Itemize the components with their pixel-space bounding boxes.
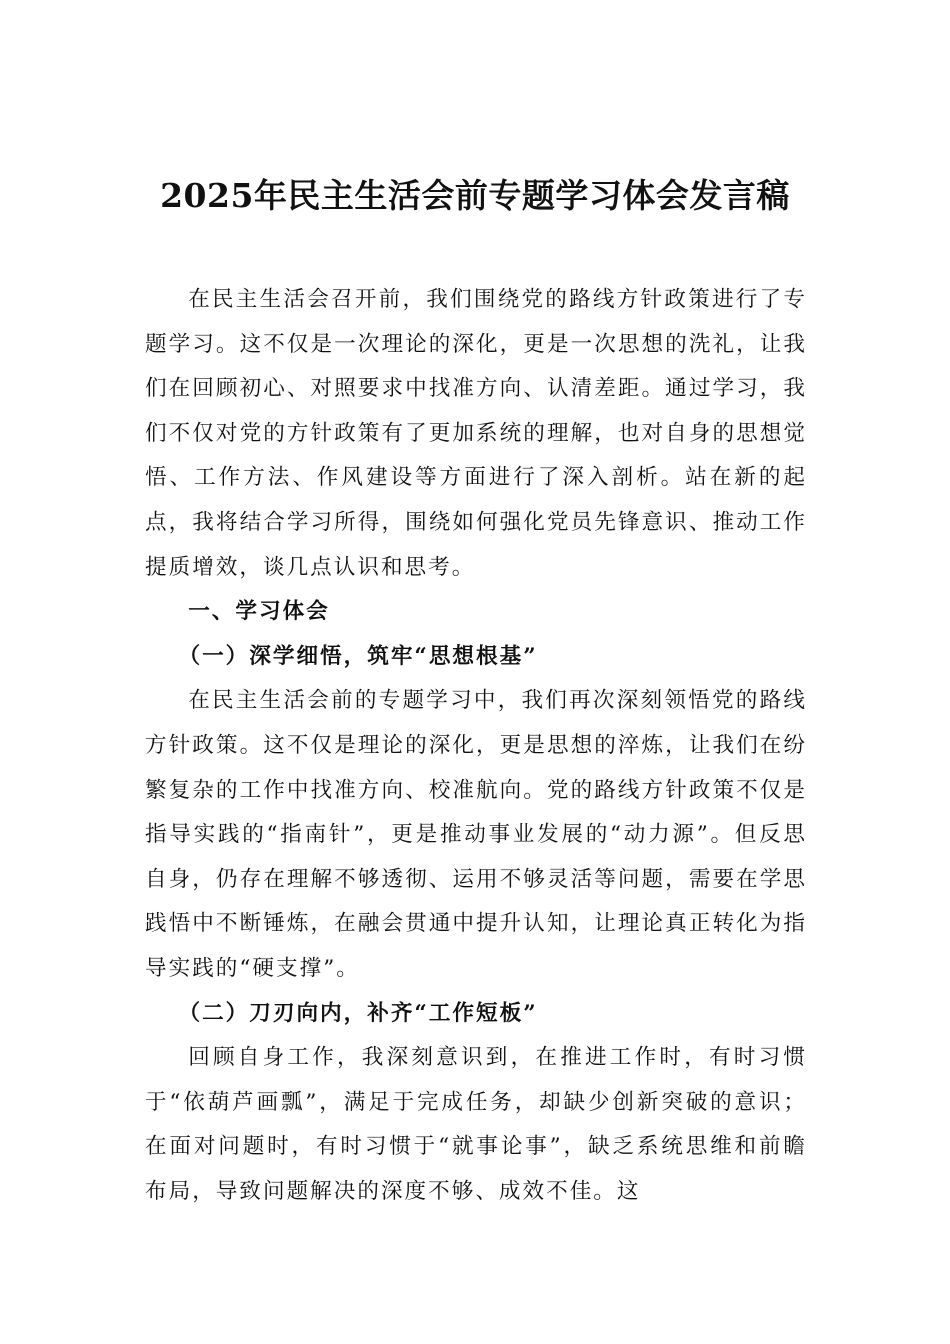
- subsection-paragraph-1: 在民主生活会前的专题学习中，我们再次深刻领悟党的路线方针政策。这不仅是理论的深化，更是思想的淬炼，让我们在纷繁复杂的工作中找准方向、校准航向。党的路线方针政策不仅是指导实践的“指南针”，更是推动事业发展的“动力源”。但反思自身，仍存在理解不够透彻、运用不够灵活等问题，需要在学思践悟中不断锤炼，在融会贯通中提升认知，让理论真正转化为指导实践的“硬支撑”。: [145, 688, 807, 981]
- document-body: [145, 278, 807, 1214]
- document-title: 2025年民主生活会前专题学习体会发言稿: [160, 176, 790, 215]
- subsection-heading-1: （一）深学细悟，筑牢“思想根基”: [178, 643, 538, 669]
- subsection-paragraph-2: 回顾自身工作，我深刻意识到，在推进工作时，有时习惯于“依葫芦画瓢”，满足于完成任务，却缺少创新突破的意识；在面对问题时，有时习惯于“就事论事”，缺乏系统思维和前瞻布局，导致问题解决的深度不够、成效不佳。这: [145, 1045, 807, 1204]
- intro-paragraph: 在民主生活会召开前，我们围绕党的路线方针政策进行了专题学习。这不仅是一次理论的深化，更是一次思想的洗礼，让我们在回顾初心、对照要求中找准方向、认清差距。通过学习，我们不仅对党的方针政策有了更加系统的理解，也对自身的思想觉悟、工作方法、作风建设等方面进行了深入剖析。站在新的起点，我将结合学习所得，围绕如何强化党员先锋意识、推动工作提质增效，谈几点认识和思考。: [145, 287, 807, 580]
- section-heading-learning: 一、学习体会: [188, 599, 330, 625]
- subsection-heading-2: （二）刀刃向内，补齐“工作短板”: [178, 1000, 538, 1026]
